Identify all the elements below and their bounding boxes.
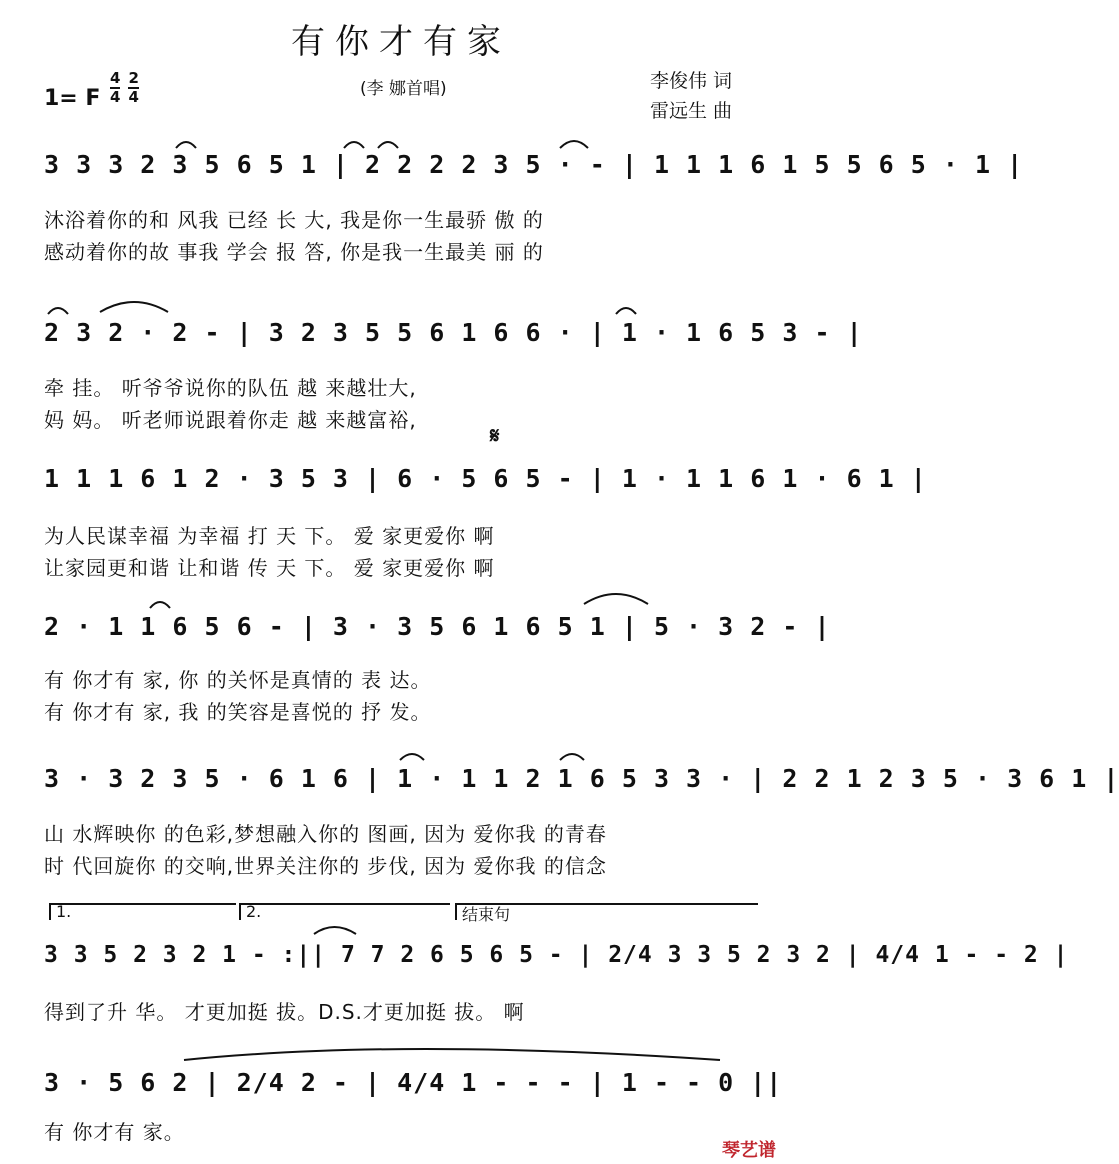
- first-ending-label: 1.: [56, 902, 72, 921]
- meter-bottom-1: 4: [110, 88, 121, 106]
- key-signature: 1= F: [44, 86, 101, 111]
- notation-line-2: 2 3 2 · 2 - | 3 2 3 5 5 6 1 6 6 · | 1 · 1 6 5 3 - |: [44, 318, 863, 347]
- lyrics-line-1-verse-2: 感动着你的故 事我 学会 报 答, 你是我一生最美 丽 的: [44, 240, 544, 264]
- page-title: 有你才有家: [291, 22, 511, 62]
- lyrics-line-3-verse-2: 让家园更和谐 让和谐 传 天 下。 爱 家更爱你 啊: [44, 556, 495, 580]
- lyrics-line-2-verse-2: 妈 妈。 听老师说跟着你走 越 来越富裕,: [44, 408, 417, 432]
- lyrics-line-5-verse-2: 时 代回旋你 的交响,世界关注你的 步伐, 因为 爱你我 的信念: [44, 854, 607, 878]
- lyrics-line-6: 得到了升 华。 才更加挺 拔。D.S.才更加挺 拔。 啊: [44, 1000, 525, 1024]
- notation-line-1: 3 3 3 2 3 5 6 5 1 | 2 2 2 2 3 5 · - | 1 1 1 6 1 5 5 6 5 · 1 |: [44, 150, 1024, 179]
- notation-line-7: 3 · 5 6 2 | 2/4 2 - | 4/4 1 - - - | 1 - - 0 ||: [44, 1068, 783, 1097]
- singer-credit: (李 娜首唱): [360, 79, 447, 99]
- lyrics-line-4-verse-1: 有 你才有 家, 你 的关怀是真情的 表 达。: [44, 668, 432, 692]
- meter-bottom-2: 4: [128, 88, 139, 106]
- lyrics-line-7: 有 你才有 家。: [44, 1120, 185, 1144]
- meter-top-1: 4: [110, 69, 121, 87]
- notation-line-6: 3 3 5 2 3 2 1 - :|| 7 7 2 6 5 6 5 - | 2/4 3 3 5 2 3 2 | 4/4 1 - - 2 |: [44, 942, 1069, 968]
- lyrics-line-3-verse-1: 为人民谋幸福 为幸福 打 天 下。 爱 家更爱你 啊: [44, 524, 495, 548]
- notation-line-5: 3 · 3 2 3 5 · 6 1 6 | 1 · 1 1 2 1 6 5 3 3 · | 2 2 1 2 3 5 · 3 6 1 |: [44, 764, 1119, 793]
- watermark-logo: 琴艺谱: [722, 1140, 776, 1161]
- segno-sign: 𝄋: [490, 424, 500, 449]
- lyrics-line-4-verse-2: 有 你才有 家, 我 的笑容是喜悦的 抒 发。: [44, 700, 432, 724]
- notation-line-4: 2 · 1 1 6 5 6 - | 3 · 3 5 6 1 6 5 1 | 5 · 3 2 - |: [44, 612, 831, 641]
- composer-credit: 雷远生 曲: [650, 100, 733, 122]
- meter-top-2: 2: [128, 69, 139, 87]
- lyrics-line-1-verse-1: 沐浴着你的和 风我 已经 长 大, 我是你一生最骄 傲 的: [44, 208, 544, 232]
- coda-label: 结束句: [462, 905, 511, 924]
- notation-line-3: 1 1 1 6 1 2 · 3 5 3 | 6 · 5 6 5 - | 1 · 1 1 6 1 · 6 1 |: [44, 464, 927, 493]
- lyricist-credit: 李俊伟 词: [650, 70, 733, 92]
- lyrics-line-5-verse-1: 山 水辉映你 的色彩,梦想融入你的 图画, 因为 爱你我 的青春: [44, 822, 607, 846]
- lyrics-line-2-verse-1: 牵 挂。 听爷爷说你的队伍 越 来越壮大,: [44, 376, 417, 400]
- second-ending-label: 2.: [246, 902, 262, 921]
